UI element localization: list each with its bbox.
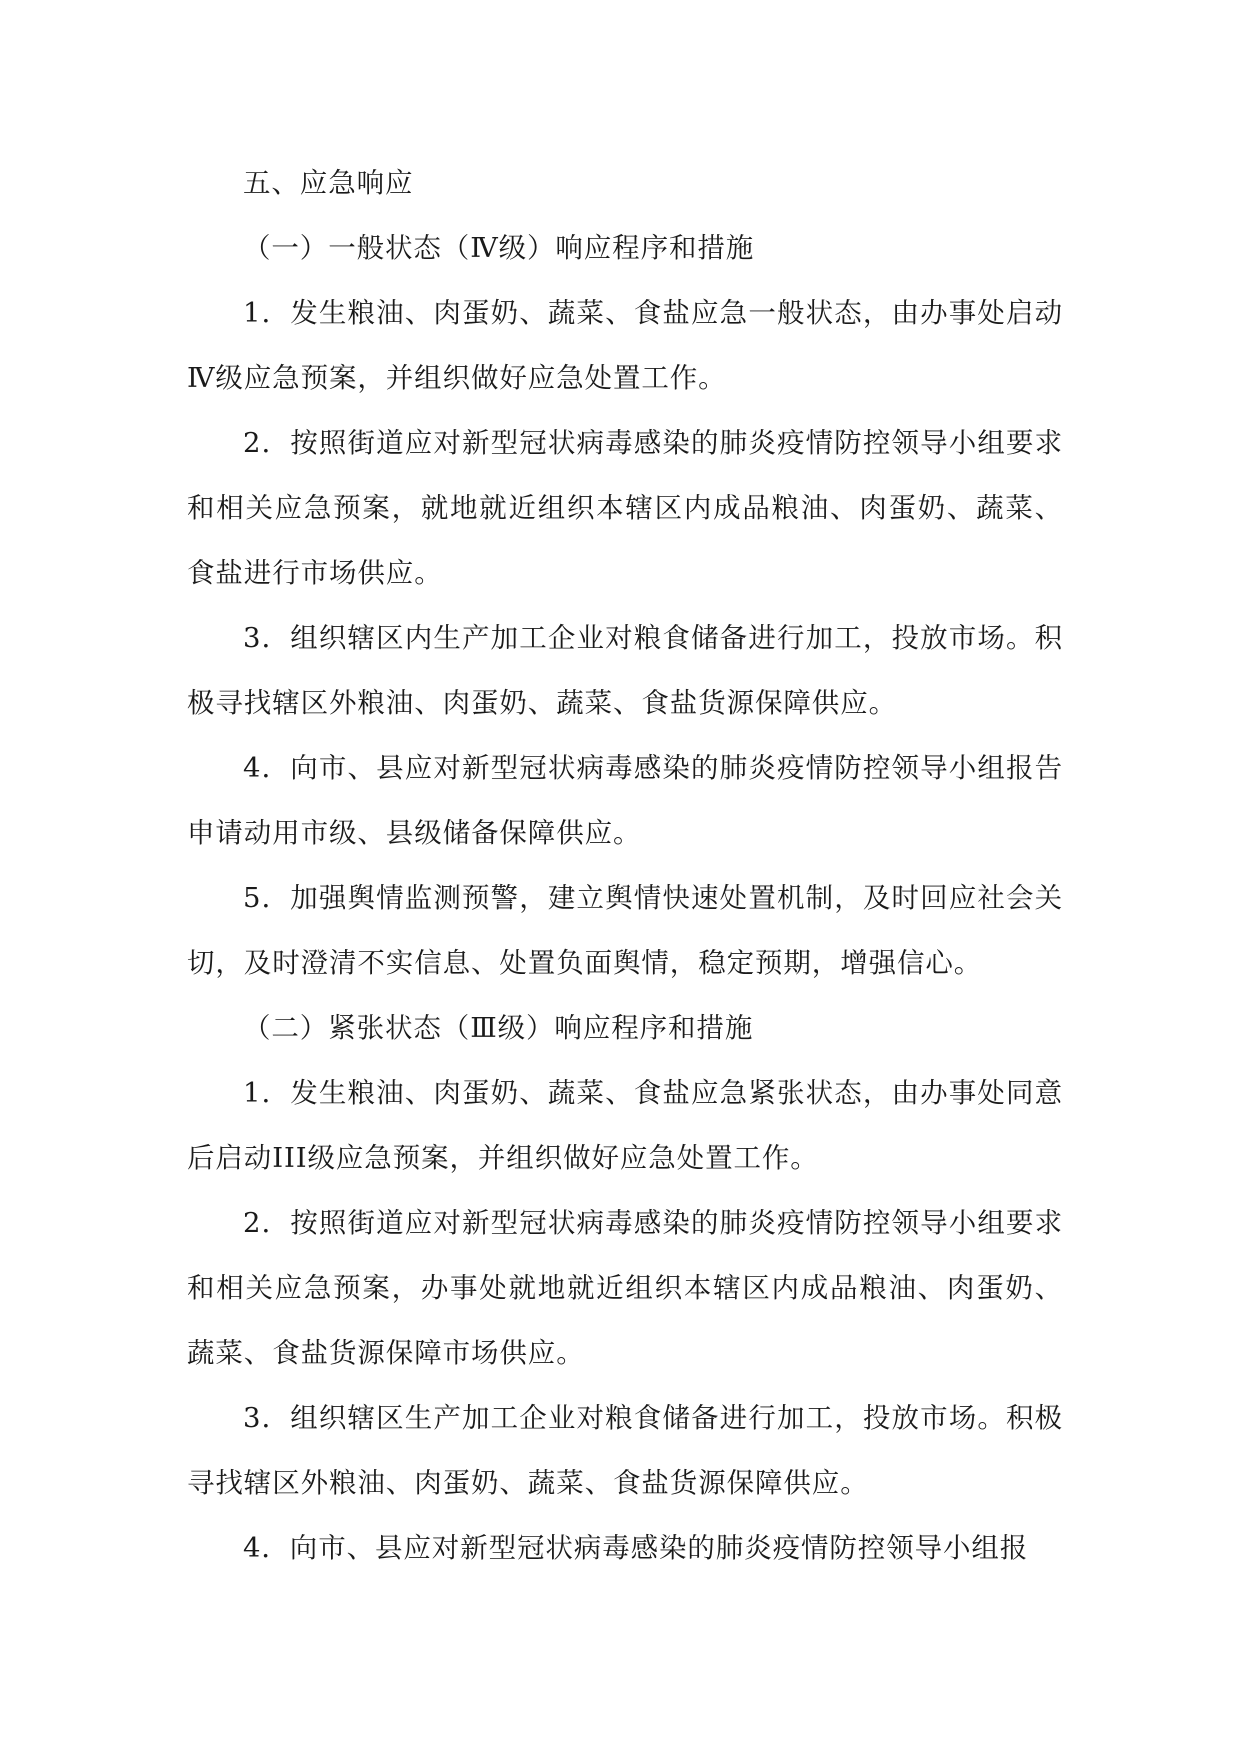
section-title: 五、应急响应 — [243, 167, 414, 199]
document-body — [187, 151, 1063, 1581]
subsection-title-tense: （二）紧张状态（Ⅲ级）响应程序和措施 — [243, 1012, 754, 1044]
paragraph-tense-1: 1．发生粮油、肉蛋奶、蔬菜、食盐应急紧张状态，由办事处同意后启动III级应急预案，并组织做好应急处置工作。 — [187, 1077, 1063, 1174]
paragraph-tense-4: 4．向市、县应对新型冠状病毒感染的肺炎疫情防控领导小组报 — [243, 1532, 1029, 1564]
paragraph-general-5: 5．加强舆情监测预警，建立舆情快速处置机制，及时回应社会关切，及时澄清不实信息、处置负面舆情，稳定预期，增强信心。 — [187, 882, 1063, 979]
paragraph-general-2: 2．按照街道应对新型冠状病毒感染的肺炎疫情防控领导小组要求和相关应急预案，就地就近组织本辖区内成品粮油、肉蛋奶、蔬菜、食盐进行市场供应。 — [187, 427, 1063, 589]
subsection-title-general: （一）一般状态（Ⅳ级）响应程序和措施 — [243, 232, 755, 264]
paragraph-general-4: 4．向市、县应对新型冠状病毒感染的肺炎疫情防控领导小组报告申请动用市级、县级储备保障供应。 — [187, 752, 1063, 849]
paragraph-tense-3: 3．组织辖区生产加工企业对粮食储备进行加工，投放市场。积极寻找辖区外粮油、肉蛋奶、蔬菜、食盐货源保障供应。 — [187, 1402, 1063, 1499]
paragraph-general-3: 3．组织辖区内生产加工企业对粮食储备进行加工，投放市场。积极寻找辖区外粮油、肉蛋奶、蔬菜、食盐货源保障供应。 — [187, 622, 1063, 719]
paragraph-general-1: 1．发生粮油、肉蛋奶、蔬菜、食盐应急一般状态，由办事处启动Ⅳ级应急预案，并组织做好应急处置工作。 — [187, 297, 1063, 394]
paragraph-tense-2: 2．按照街道应对新型冠状病毒感染的肺炎疫情防控领导小组要求和相关应急预案，办事处就地就近组织本辖区内成品粮油、肉蛋奶、蔬菜、食盐货源保障市场供应。 — [187, 1207, 1063, 1369]
